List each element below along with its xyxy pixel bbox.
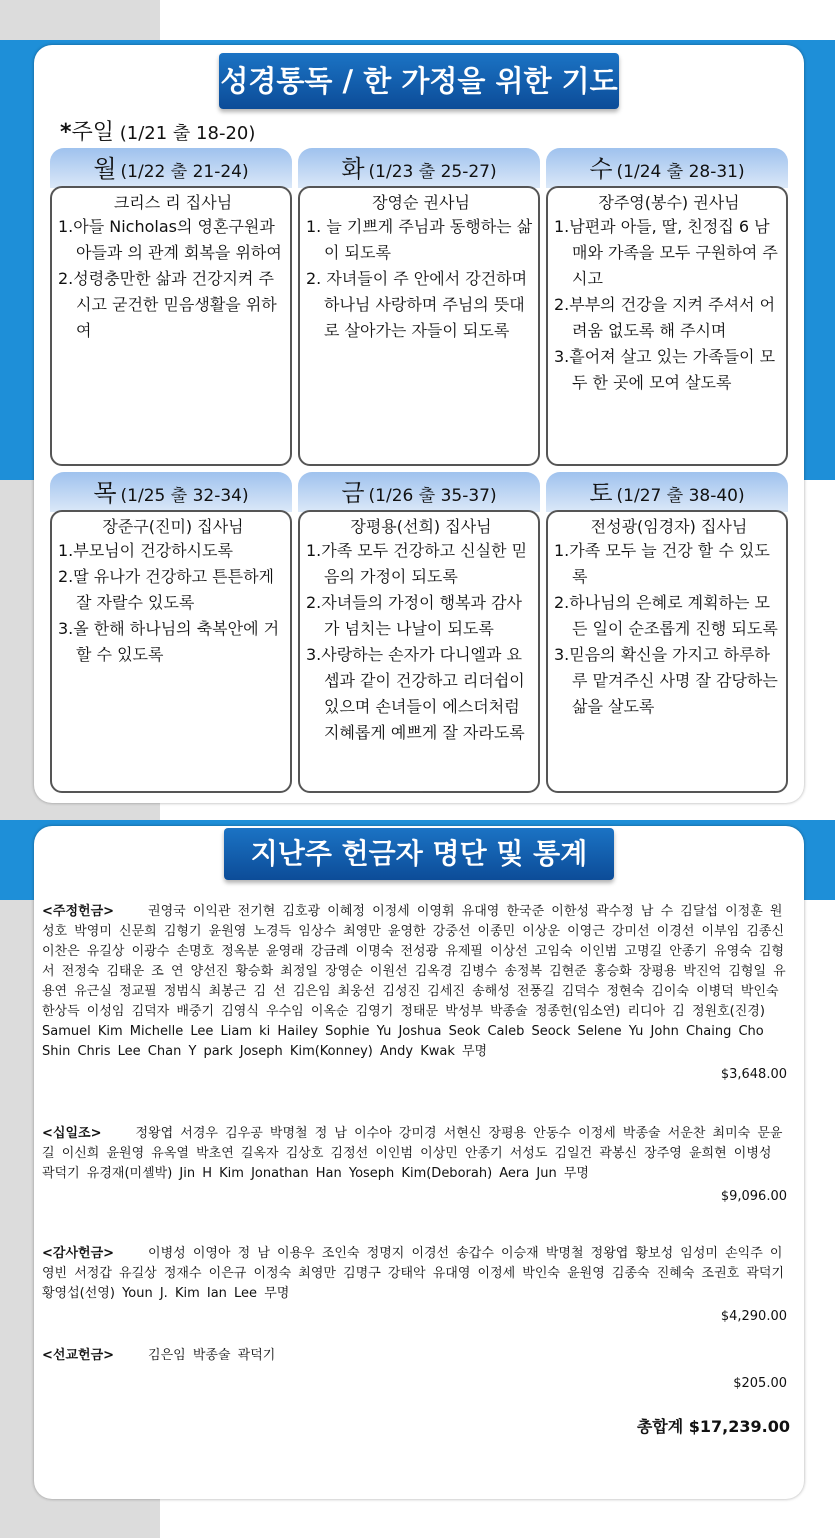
- prayer-box: [298, 186, 540, 466]
- prayer-item: 1.남편과 아들, 딸, 친정집 6 남매와 가족을 모두 구원하여 주시고: [554, 217, 778, 288]
- prayer-item: 1.부모님이 건강하시도록: [58, 541, 233, 560]
- prayer-person: 장주영(봉수) 권사님: [598, 193, 740, 212]
- prayer-item: 2.딸 유나가 건강하고 튼튼하게 잘 자랄수 있도록: [58, 567, 274, 612]
- prayer-item: 2.성령충만한 삶과 건강지켜 주시고 굳건한 믿음생활을 위하여: [58, 269, 277, 340]
- day-card-monday: [50, 148, 292, 466]
- day-ref: (1/25 출 32-34): [120, 486, 249, 506]
- prayer-box: [50, 186, 292, 466]
- sunday-star: *: [60, 120, 72, 145]
- offering-names: 이병성 이영아 정 남 이용우 조인숙 정명지 이경선 송갑수 이승재 박명철 정왕엽 황보성 임성미 손익주 이영빈 서정갑 유길상 정재수 이은규 이정숙 최영만 김명구 강태악 유대영 이정세 박인숙 윤원영 김종숙 진혜숙 조권호 곽덕기 황영섭(선영) Youn J. Kim Ian Lee 무명: [42, 1246, 785, 1301]
- day-ref: (1/27 출 38-40): [616, 486, 745, 506]
- prayer-item: 3.올 한해 하나님의 축복안에 거할 수 있도록: [58, 619, 280, 664]
- prayer-item: 1.가족 모두 늘 건강 할 수 있도록: [554, 541, 770, 586]
- prayer-item: 2. 자녀들이 주 안에서 강건하며 하나님 사랑하며 주님의 뜻대로 살아가는 자들이 되도록: [306, 269, 528, 340]
- day-header: [546, 148, 788, 188]
- offering-label: <주정헌금>: [42, 904, 115, 919]
- sunday-reading: [60, 115, 255, 146]
- prayer-item: 1.아들 Nicholas의 영혼구원과 아들과 의 관계 회복을 위하여: [58, 217, 282, 262]
- day-name: 화: [341, 155, 365, 183]
- offering-names: 김은임 박종술 곽덕기: [148, 1348, 276, 1363]
- offering-tithe: [42, 1124, 787, 1207]
- offering-label: <감사헌금>: [42, 1246, 115, 1261]
- prayer-person: 장평용(선희) 집사님: [350, 517, 492, 536]
- day-name: 수: [589, 155, 613, 183]
- prayer-person: 장영순 권사님: [372, 193, 470, 212]
- sunday-label: 주일: [71, 120, 115, 145]
- day-ref: (1/23 출 25-27): [368, 162, 497, 182]
- offering-amount: $205.00: [733, 1376, 787, 1391]
- prayer-item: 1.가족 모두 건강하고 신실한 믿음의 가정이 되도록: [306, 541, 528, 586]
- day-card-tuesday: [298, 148, 540, 466]
- day-header: [298, 148, 540, 188]
- day-header: [50, 472, 292, 512]
- day-header: [50, 148, 292, 188]
- day-name: 목: [93, 479, 117, 507]
- offering-total: 총합계 $17,239.00: [636, 1417, 790, 1436]
- prayer-box: [546, 186, 788, 466]
- offering-amount: $4,290.00: [720, 1309, 787, 1324]
- bible-reading-prayer-panel: [34, 45, 804, 803]
- prayer-item: 2.하나님의 은혜로 계획하는 모든 일이 순조롭게 진행 되도록: [554, 593, 778, 638]
- day-ref: (1/26 출 35-37): [368, 486, 497, 506]
- prayer-person: 전성광(임경자) 집사님: [590, 517, 748, 536]
- day-ref: (1/24 출 28-31): [616, 162, 745, 182]
- offering-list-panel: [34, 826, 804, 1499]
- day-name: 월: [93, 155, 117, 183]
- prayer-item: 3.믿음의 확신을 가지고 하루하루 맡겨주신 사명 잘 감당하는 삶을 살도록: [554, 645, 778, 716]
- prayer-item: 2.자녀들의 가정이 행복과 감사가 넘치는 나날이 되도록: [306, 593, 522, 638]
- day-card-wednesday: [546, 148, 788, 466]
- prayer-item: 2.부부의 건강을 지켜 주셔서 어려움 없도록 해 주시며: [554, 295, 776, 340]
- day-card-friday: [298, 472, 540, 793]
- day-card-thursday: [50, 472, 292, 793]
- day-name: 토: [589, 479, 613, 507]
- offering-thanksgiving: [42, 1244, 787, 1327]
- prayer-box: [298, 510, 540, 793]
- day-header: [298, 472, 540, 512]
- offering-mission: [42, 1346, 787, 1394]
- prayer-person: 장준구(진미) 집사님: [102, 517, 244, 536]
- prayer-item: 3.흩어져 살고 있는 가족들이 모두 한 곳에 모여 살도록: [554, 347, 776, 392]
- offering-amount: $9,096.00: [720, 1189, 787, 1204]
- offering-amount: $3,648.00: [720, 1067, 787, 1082]
- offering-names: 정왕엽 서경우 김우공 박명철 정 남 이수아 강미경 서현신 장평용 안동수 이정세 박종술 서운찬 최미숙 문윤길 이신희 윤원영 유옥열 박초연 길옥자 김상호 김정선 이인범 이상민 안종기 서성도 김일건 곽봉신 장주영 윤희현 이병성 곽덕기 유경재(미셸박) Jin H Kim Jonathan Han Yoseph Kim(Deborah) Aera Jun 무명: [42, 1126, 783, 1181]
- prayer-person: 크리스 리 집사님: [113, 193, 233, 212]
- offering-label: <십일조>: [42, 1126, 102, 1141]
- prayer-item: 1. 늘 기쁘게 주님과 동행하는 삶이 되도록: [306, 217, 533, 262]
- day-name: 금: [341, 479, 365, 507]
- offering-names: 권영국 이익관 전기현 김호광 이혜정 이정세 이영휘 유대영 한국준 이한성 곽수정 남 수 김달섭 이정훈 원성호 박영미 신문희 김형기 윤원영 노경득 임상수 최영만 윤영한 강중선 이종민 이상운 이영근 강미선 이경선 이부임 김종신 이찬은 유길상 이광수 손명호 정옥분 윤영래 강금례 이명숙 전성광 유제필 이상선 고임숙 이인범 고명길 안종기 유영숙 김형서 전정숙 김태운 조 연 양선진 황승화 최정일 장영순 이원선 김옥경 김병수 송정복 김현준 홍승화 장평용 박진억 김형일 유용연 유근실 정교필 정범식 최봉근 김 선 김은임 최웅선 김성진 김세진 송해성 전풍길 김덕수 정현숙 김이숙 이병덕 박인숙 한상득 이성임 김덕자 배중기 김영식 우수임 이옥순 김영기 정태문 박성부 박종술 정종헌(임소연) 리디아 김 정원호(진경) Samuel Kim Michelle Lee Liam ki Hailey Sophie Yu Joshua Seok Caleb Seock Selene Yu John Chaing Cho Shin Chris Lee Chan Y park Joseph Kim(Konney) Andy Kwak 무명: [42, 904, 786, 1059]
- prayer-box: [546, 510, 788, 793]
- day-card-saturday: [546, 472, 788, 793]
- offering-section-title: 지난주 헌금자 명단 및 통계: [224, 828, 614, 880]
- prayer-item: 3.사랑하는 손자가 다니엘과 요셉과 같이 건강하고 리더쉽이 있으며 손녀들이 에스더처럼 지혜롭게 예쁘게 잘 자라도록: [306, 645, 525, 742]
- day-ref: (1/22 출 21-24): [120, 162, 249, 182]
- offering-label: <선교헌금>: [42, 1348, 115, 1363]
- offering-weekly: [42, 902, 787, 1085]
- sunday-ref: (1/21 출 18-20): [119, 123, 256, 144]
- prayer-box: [50, 510, 292, 793]
- day-header: [546, 472, 788, 512]
- prayer-section-title: 성경통독 / 한 가정을 위한 기도: [219, 53, 619, 109]
